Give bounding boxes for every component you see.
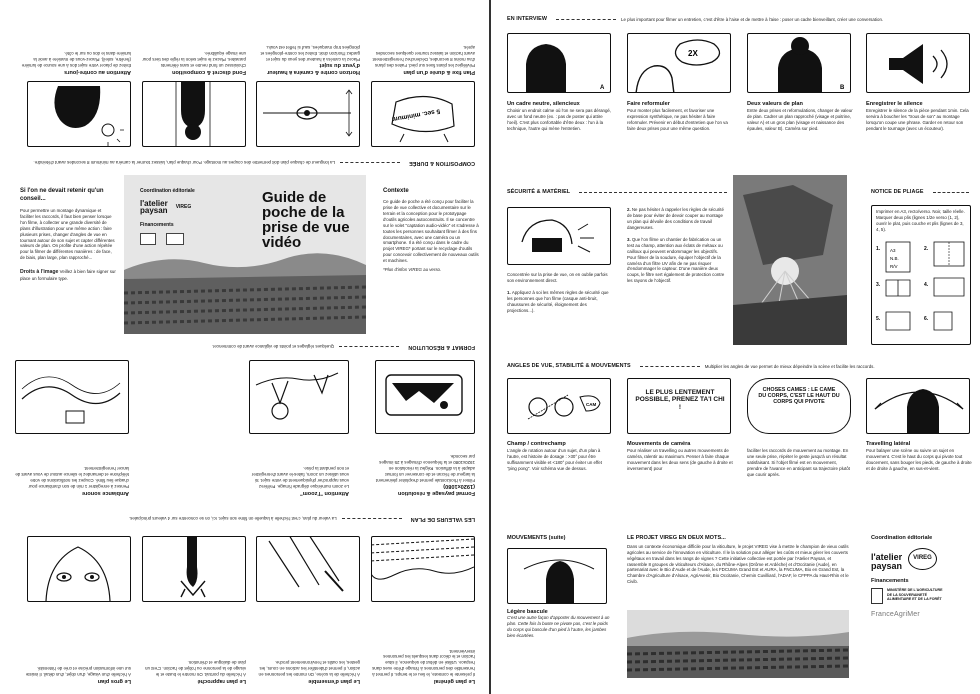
credits-fin-label: Financements [871, 577, 909, 584]
mouvements-bubble: LE PLUS LENTEMENT POSSIBLE, PRENEZ TA'I CHI ! [635, 389, 725, 411]
interview-sketch-4 [866, 33, 970, 93]
attention-zoom [249, 466, 349, 496]
ambiance-title: Ambiance sonore [82, 490, 129, 496]
angles-item-4-text: Pour balayer une scène ou suivre un sujet en mouvement. C'est le haut du corps qui pivote tout doucement, sans bouger les pieds, de gauche à droite et de droite à gauche, en sus-et-vient. [866, 447, 972, 471]
valeurs-desc: La valeur du plan, c'est l'échelle à laquelle on filme son sujet. Ici, on se concentre sur 4 valeurs principales. [128, 516, 337, 522]
retenir-section [20, 188, 116, 282]
left-page [0, 0, 489, 694]
plan-general-title: Le plan général [433, 678, 475, 684]
bascule-sketch [507, 548, 607, 604]
plan-ensemble-text: À l'échelle de la scène, On montre les personnes en action, Il permet d'identifier les actions en cours, les gestes, les outils et l'environnement proche. [258, 660, 360, 678]
composition-item-1-title: Plan fixe & durée d'un plan [403, 69, 475, 75]
composition-sketch-3 [142, 81, 246, 147]
cadre-neutre-drawing [508, 34, 611, 93]
pliage-step-4: 4. [924, 282, 929, 288]
composition-item-1 [371, 45, 475, 75]
securite-item-2: Ne pas hésiter à rappeler les règles de sécurité de base pour éviter de devoir couper au montage un plan qui dévoile des conditions de travail dangereuses. [627, 207, 724, 230]
vineyard-photo-2-graphic [627, 610, 849, 678]
format-desc: Quelques réglages et points de vigilance avant de commencer. [211, 344, 335, 350]
composition-item-3-text: Choisissez un fond neutre et sans éléments parasites. Placez le sujet selon la règle des tiers pour une image équilibrée. [142, 51, 246, 69]
interview-item-2 [627, 101, 733, 131]
gros-plan-title: Le gros plan [97, 678, 131, 684]
contexte-text: Ce guide de poche a été conçu pour faciliter la prise de vue collective et documentaire sur le terrain et la conception pour le prototypage d'outils agricoles autoconstruits. Il se concentre sur le volet "captation audio-vidéo" et s'adresse à toutes les personnes souhaitant filmer à des fins documentaires, avec une caméra ou un smartphone. Il a été conçu dans le cadre du projet VIREG* portant sur le recyclage d'outils pour concevoir collectivement de nouveaux outils et machines. [383, 198, 479, 264]
composition-item-2-text: Placez la caméra à hauteur des yeux du sujet et gardez l'horizon droit. Évitez les contre-plongées et plongées trop marquées, sauf si l'effet est voulu. [260, 44, 360, 62]
composition-sketch-1 [371, 81, 475, 147]
cover-coordination [140, 188, 220, 245]
pliage-box [871, 205, 971, 345]
credits-vireg-logo: VIREG [908, 548, 937, 570]
interview-item-4 [866, 101, 972, 131]
vireg-title: LE PROJET VIREG EN DEUX MOTS... [627, 535, 726, 541]
angles-sketch-3 [747, 378, 851, 434]
pliage-step-5: 5. [876, 316, 881, 322]
plan-rapproche-title: Le plan rapproché [197, 678, 246, 684]
sound-drawing [15, 360, 128, 433]
plan-general-drawing [371, 536, 474, 601]
securite-col-2: 2. Ne pas hésiter à rappeler les règles de sécurité de base pour éviter de devoir couper au montage un plan qui dévoile des conditions de travail dangereuses. 3. Que l'on filme un chantier de fabrication ou un test au champ, attention aux éclats de métaux ou cailloux qui peuvent endommager les objectifs. Pour filmer de la soudure, équiper l'objectif de la caméra d'un filtre UV afin de ne pas risquer d'endommager le capteur. D'une manière deux coups, le filtre sert également de protection contre les rayons de l'objectif. [627, 207, 725, 284]
angles-sketch-4 [866, 378, 970, 434]
bascule-text: C'est une autre façon d'apporter du mouvement à un plan. Cette fois la buste ne pivote pas, c'est le poids du corps qui bascule d'un pied à l'autre, les jambes bien écartées. [507, 615, 610, 639]
composition-item-4-title: Attention au contre-jours [64, 69, 131, 75]
interview-item-4-text: Enregistrer le silence de la pièce pendant 1min. Cela servira à boucher les "trous de son" au montage lorsqu'on coupe une phrase. Garder en retour son pendant le tournage (avec un écouteur). [866, 107, 969, 131]
composition-band [0, 0, 489, 175]
plan-rapproche-text: À l'échelle du portrait. On montre le buste et le visage de la personne ou l'objet de l'action. C'est un plan de dialogue et d'émotion. [145, 660, 246, 678]
mouvements-suite [507, 535, 611, 639]
silence-drawing [867, 34, 970, 93]
plan-ensemble-title: Le plan d'ensemble [308, 678, 360, 684]
interview-sketch-3 [747, 33, 851, 93]
cover-vireg-logo: VIREG [175, 203, 192, 210]
cover-atelier-paysan-logo: l'atelier paysan [140, 198, 168, 215]
plan-ensemble-sketch [256, 536, 360, 602]
plan-rapproche-drawing [142, 536, 245, 601]
securite-drawing [508, 208, 611, 265]
plan-general [371, 648, 475, 684]
ambiance-sonore [15, 466, 129, 496]
composition-item-4 [21, 50, 131, 75]
cover-franceagrimer-logo [166, 233, 184, 245]
composition-title: COMPOSITION & DURÉE [409, 160, 475, 166]
reformuler-bubble: 2X [688, 49, 698, 58]
plan-fixe-note: 5 sec. minimum [391, 107, 441, 123]
deux-valeurs-drawing [748, 34, 851, 93]
angles-title: ANGLES DE VUE, STABILITÉ & MOUVEMENTS [507, 363, 631, 369]
droits-title: Droits à l'image [20, 269, 59, 276]
angles-header [507, 363, 967, 370]
pliage-sheet-nb: N.B. [890, 256, 899, 261]
credits-coord-label: Coordination éditoriale [871, 535, 933, 541]
angles-item-1-title: Champ / contrechamp [507, 441, 566, 447]
landscape-phone-drawing [375, 360, 474, 433]
cover-ministry-logo [140, 233, 156, 245]
interview-header [507, 16, 967, 23]
gros-plan-drawing [27, 536, 130, 601]
interview-desc: Le plus important pour filmer un entretien, c'est d'être à l'aise et de mettre à l'aise : poser un cadre bienveillant, créer une conversation. [621, 16, 884, 22]
plan-ensemble [256, 659, 360, 684]
format-paysage-text: Filmer à l'horizontale permet d'exploiter pleinement la largeur de l'écran et de conserver un format adapté à la diffusion. Réglez la résolution en 1920x1080 et la fréquence d'images à 25 images par seconde. [375, 453, 475, 483]
interview-item-3-title: Deux valeurs de plan [747, 101, 803, 107]
right-page [491, 0, 980, 694]
securite-item-3: Que l'on filme un chantier de fabrication ou un test au champ, attention aux éclats de métaux ou cailloux qui peuvent endommager les objectifs. Pour filmer de la soudure, équiper l'objectif de la caméra d'un filtre UV afin de ne pas risquer d'endommager le capteur. D'une manière deux coups, le filtre sert également de protection contre les rayons de l'objectif. [627, 236, 725, 284]
angles-sketch-1 [507, 378, 611, 434]
bascule-drawing [508, 549, 607, 604]
composition-desc: La longueur de chaque plan doit permettre des coupes au montage. Pour chaque plan, laissez tourner la caméra au minimum 8 secondes avant d'éteindre. [33, 160, 335, 166]
interview-item-3 [747, 101, 853, 131]
cover-coord-label: Coordination éditoriale [140, 188, 195, 194]
angles-item-2-title: Mouvements de caméra [627, 441, 691, 447]
format-paysage-title: Format paysage & résolution (1920x1080) [397, 483, 475, 496]
plan-rapproche [142, 659, 246, 684]
angles-item-3-text: faciliter les raccords de mouvement au montage. En une seule prise, répéter le geste jusqu'à un résultat satisfaisant. Si l'objet filmé est en mouvement, prendre de l'avance en anticipant sa trajectoire plutôt que courir après. [747, 448, 850, 477]
welding-photo [733, 175, 847, 345]
plan-ensemble-drawing [256, 536, 359, 601]
interview-item-2-text: Pour monter plus facilement, et favoriser une expression synthétique, ne pas hésiter à faire reformuler. Prévenir en début d'entretien que l'on va faire deux prises pour une même question. [627, 107, 728, 131]
champ-contrechamp-drawing [508, 379, 611, 434]
retenir-title: Si l'on ne devait retenir qu'un conseil... [20, 188, 104, 202]
attention-zoom-title: Attention "l'zoom" [300, 490, 349, 496]
contre-jour-drawing [27, 81, 130, 146]
droits-text: Veillez à bien faire signer sur place un formulaire type. [20, 269, 116, 282]
composition-item-3-title: Fond discret & composition [172, 69, 246, 75]
format-sketch [375, 360, 475, 434]
retenir-text: Pour permettre un montage dynamique et faciliter les raccords, il faut bien penser lorsque l'on filme, à collecter une grande diversité de plans d'illustration pour une même action : faire plusieurs prises, changer d'angles de vue en tournant autour de son sujet et capter différentes valeurs de plan. On profite d'une action répétée pour la filmer de différentes manières : de face, de biais, plan large, plan rapproché... [20, 207, 115, 261]
attention-zoom-text: Le zoom numérique dégrade l'image. Préférez vous rapprocher physiquement de votre sujet. Si vous utilisez un zoom, faites-le avant d'enregistrer et non pendant la prise. [251, 466, 349, 490]
plan-rapproche-sketch [142, 536, 246, 602]
mouvements-suite-title: MOUVEMENTS (suite) [507, 535, 566, 541]
credits-atelier-paysan-logo: l'atelier paysan [871, 552, 903, 571]
contexte-note: *Plus d'infos VIREG au verso. [383, 267, 442, 273]
ministry-logo [871, 588, 883, 604]
gros-plan [21, 665, 131, 684]
composition-sketch-4 [27, 81, 131, 147]
composition-item-1-text: Privilégiez les plans fixes sur pied. Faites des plans d'au moins 8 secondes, Déclenchez l'enregistrement avant l'action et laissez tourner quelques secondes après. [372, 45, 475, 69]
cover-fin-label: Financements [140, 221, 174, 228]
zoom-sketch [249, 360, 349, 434]
composition-item-4-text: Évitez de placer votre sujet dos à une source de lumière (fenêtre, soleil). Placez-vous de manière à avoir la lumière dans le dos ou sur le côté. [21, 51, 131, 69]
franceagrimer-logo: FranceAgriMer [871, 611, 920, 619]
gros-plan-text: À l'échelle d'un visage, d'un objet, d'un détail. Il insiste sur une information précise et crée de l'intensité. [25, 666, 131, 678]
pliage-sheet-rv: R/V [890, 264, 898, 269]
welding-photo-graphic [733, 175, 847, 345]
pliage-step-3: 3. [876, 282, 881, 288]
vineyard-photo-2 [627, 610, 849, 678]
pliage-step-1: 1. [876, 246, 881, 252]
valeurs-header [13, 515, 475, 522]
interview-item-3-text: Entre deux prises et reformulations, changer de valeur de plan. Cadrer un plan rapproché (visage et poitrine, valeur A) et un gros plan (visage et naissance des épaules, valeur B). Caméra sur pied. [747, 107, 853, 131]
angles-item-4-title: Travelling latéral [866, 441, 911, 447]
pliage-sheet-a3: A3 [890, 248, 896, 253]
travelling-drawing [867, 379, 970, 434]
format-band [0, 338, 489, 504]
interview-sketch-2 [627, 33, 731, 93]
securite-title: SÉCURITÉ & MATÉRIEL [507, 189, 571, 195]
angles-sketch-2 [627, 378, 731, 434]
mouvements-drawing [628, 379, 731, 434]
valeurs-title: LES VALEURS DE PLAN [410, 516, 475, 522]
interview-item-1 [507, 101, 613, 131]
cover-title: Guide de poche de la prise de vue vidéo [262, 189, 350, 251]
horizon-drawing [256, 81, 359, 146]
vireg-text: Dans un contexte économique difficile pour la viticulture, le projet VIREG vise à mettre le champion de vieux outils agricoles au service de l'innovation en viticulture. Il le la solution pour alléger les coûts et mieux gérer les couverts végétaux en travail dans les rangs de vignes ? Cette initiative collective est portée par l'Atelier Paysan, et rassemble 8 groupes de viticulteurs d'Alsace, du Rhône-Alpes (Drôme et Ardèche) et d'Occitanie (Aude), en partenariat avec le Bio d'Aude et de l'Aude, les FDCUMA Grand Est et AURA, la FNCUMA, Bio en Grand Est, la Chambre d'Agriculture d'Alsace, AgriAvenir, Bio Occitanie, Chemin Cuvilliard, l'ADAF, le CFPPA du Haut-Rhin et le Civib. [627, 543, 849, 585]
gros-plan-sketch [27, 536, 131, 602]
plan-general-text: Il présente le contexte, le lieu et le temps. Il permet à l'ensemble des personnes à l'image d'être vues dans l'espace. Utilisé en début de séquence, il situe l'action et le décor dans lesquels les personnes interviennent. [372, 648, 475, 678]
vireg-section [627, 535, 849, 585]
interview-title: EN INTERVIEW [507, 16, 548, 22]
fond-discret-drawing [142, 81, 245, 146]
raccords-bubble: CHOSES CAMES : LE CAME DU CORPS, C'EST LE HAUT DU CORPS QUI PIVOTE [758, 387, 840, 406]
angles-desc: Multiplier les angles de vue permet de mieux dépeindre la scène et facilite les raccords. [704, 363, 875, 369]
interview-item-1-text: Choisir un endroit calme où l'on ne sera pas dérangé, avec un fond neutre (ex. : pas de poster qui attire l'oeil). C'est plus confortable d'être deux : l'un à la technique, l'autre qui mène l'entretien. [507, 107, 612, 131]
pliage-step-2: 2. [924, 246, 929, 252]
composition-item-3 [142, 50, 246, 75]
interview-item-2-title: Faire reformuler [627, 101, 670, 107]
pliage-text: Imprimer en A3, recto/verso. Noir, taille réelle. Marquer deux plis (lignes 1/2e verso (1, 2), ouvrir le plat, puis couche et plis (lignes de 3, 4, 5). [876, 209, 965, 232]
securite-item-1: Appliquez à soi les mêmes règles de sécurité que les personnes que l'on filme (casque anti-bruit, chaussures de sécurité, éloignement des projections...). [507, 289, 609, 313]
angles-item-4 [866, 441, 972, 471]
securite-col-1: Concentrée sur la prise de vue, on en oublie parfois son environnement direct. 1. Appliquez à soi les mêmes règles de sécurité que les personnes que l'on filme (casque anti-bruit, chaussures de sécurité, éloignement des projections...). [507, 272, 613, 314]
securite-intro: Concentrée sur la prise de vue, on en oublie parfois son environnement direct. [507, 272, 608, 283]
bascule-title: Légère bascule [507, 608, 548, 615]
reformuler-drawing [628, 34, 731, 93]
composition-item-2 [256, 44, 360, 75]
angles-item-1-text: L'angle de rotation autour d'un sujet, d'un plan à l'autre, est histoire de dosage : >30° pour être suffisamment visible et <180° pour éviter un effet "ping pong". Voir schéma vue de dessus. [507, 447, 602, 471]
angles-item-3 [747, 448, 853, 478]
format-header [13, 343, 475, 350]
ministry-name: MINISTÈRE DE L'AGRICULTURE DE LA SOUVERAINETÉ ALIMENTAIRE ET DE LA FORÊT [887, 588, 943, 601]
ambiance-text: Pensez à enregistrer 1 min de son d'ambiance pour chaque lieu filmé. Coupez les notifications de votre téléphone et demandez le silence autour de vous avant de lancer l'enregistrement. [15, 466, 129, 490]
angles-item-1 [507, 441, 613, 471]
plan-general-sketch [371, 536, 475, 602]
angles-item-2-text: Pour réaliser un travelling ou autres mouvements de caméra, ralentir au maximum. Penser à faire chaque mouvement dans les deux sens (de gauche à droite et inversement) pour [627, 447, 733, 471]
securite-sketch [507, 207, 611, 265]
angles-item-2 [627, 441, 733, 471]
contexte-section [383, 188, 479, 273]
pliage-diagram [872, 238, 971, 338]
pliage-header [871, 189, 969, 196]
format-paysage [375, 453, 475, 496]
composition-sketch-2 [256, 81, 360, 147]
plan-fixe-drawing [371, 81, 474, 146]
pliage-step-6: 6. [924, 316, 929, 322]
interview-item-4-title: Enregistrer le silence [866, 101, 923, 107]
interview-item-1-title: Un cadre neutre, silencieux [507, 101, 580, 107]
format-title: FORMAT & RÉSOLUTION [408, 344, 475, 350]
composition-item-2-title: Horizon contre & caméra à hauteur d'yeux du sujet [267, 62, 360, 75]
ambiance-sketch [15, 360, 129, 434]
credits-section [871, 535, 971, 620]
pliage-title: NOTICE DE PLIAGE [871, 189, 924, 195]
interview-label-b: B [840, 85, 845, 91]
zoom-drawing [249, 360, 348, 433]
interview-sketch-1 [507, 33, 611, 93]
contexte-title: Contexte [383, 188, 409, 194]
cam-label: CAM [586, 402, 597, 407]
interview-label-a: A [600, 85, 605, 91]
composition-header [13, 159, 475, 166]
valeurs-band [0, 510, 489, 694]
securite-header [507, 189, 727, 196]
